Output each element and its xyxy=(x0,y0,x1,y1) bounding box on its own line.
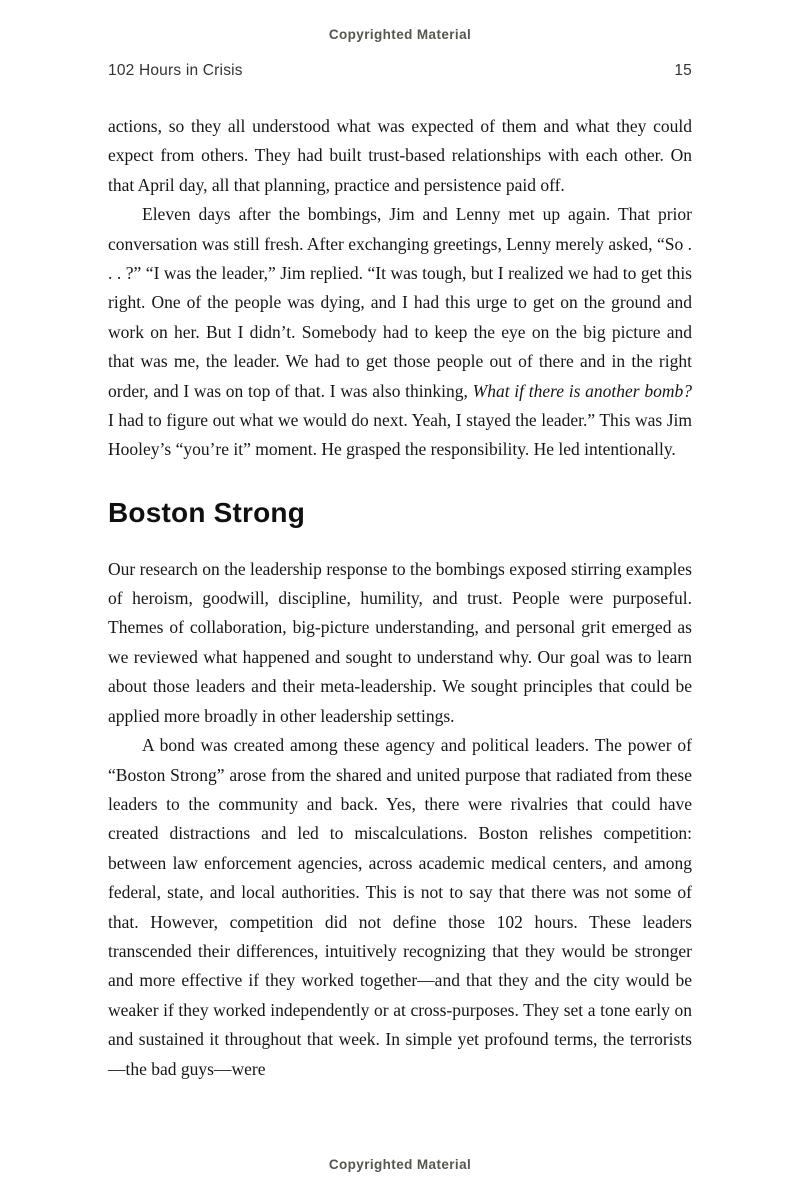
page-body xyxy=(108,112,692,1084)
running-header xyxy=(108,62,692,80)
copyright-notice-top: Copyrighted Material xyxy=(328,27,472,42)
paragraph-text: I had to figure out what we would do next. Yeah, I stayed the leader.” This was Jim Hooley’s “you’re it” moment. He grasped the responsibility. He led intentionally. xyxy=(108,410,692,460)
paragraph: Our research on the leadership response to the bombings exposed stirring examples of heroism, goodwill, discipline, humility, and trust. People were purposeful. Themes of collaboration, big-picture understanding, and personal grit emerged as we reviewed what happened and sought to understand why. Our goal was to learn about those leaders and their meta-leadership. We sought principles that could be applied more broadly in other leadership settings. xyxy=(108,558,692,726)
paragraph-continuation: actions, so they all understood what was expected of them and what they could expect from others. They had built trust-based relationships with each other. On that April day, all that planning, practice and persistence paid off. xyxy=(108,116,692,195)
italic-phrase: What if there is another bomb? xyxy=(472,380,692,401)
running-title: 102 Hours in Crisis xyxy=(108,62,243,79)
copyright-notice-bottom: Copyrighted Material xyxy=(328,1157,472,1172)
paragraph: A bond was created among these agency and political leaders. The power of “Boston Strong” arose from the shared and united purpose that radiated from these leaders to the community and back. Yes, there were rivalries that could have created distractions and led to miscalculations. Boston relishes competition: between law enforcement agencies, across academic medical centers, and among federal, state, and local authorities. This is not to say that there was not some of that. However, competition did not define those 102 hours. These leaders transcended their differences, intuitively recognizing that they would be stronger and more effective if they worked together—and that they and the city would be weaker if they worked independently or at cross-purposes. They set a tone early on and sustained it throughout that week. In simple yet profound terms, the terrorists—the bad guys—were xyxy=(108,735,692,1079)
paragraph-text: Eleven days after the bombings, Jim and Lenny met up again. That prior conversation was still fresh. After exchanging greetings, Lenny merely asked, “So . . . ?” “I was the leader,” Jim replied. “It was tough, but I realized we had to get this right. One of the people was dying, and I had this urge to get on the ground and work on her. But I didn’t. Somebody had to keep the eye on the big picture and that was me, the leader. We had to get those people out of there and in the right order, and I was on top of that. I was also thinking, xyxy=(108,204,692,401)
paragraph xyxy=(108,200,692,465)
section-heading: Boston Strong xyxy=(108,496,306,528)
page-number: 15 xyxy=(674,62,692,79)
